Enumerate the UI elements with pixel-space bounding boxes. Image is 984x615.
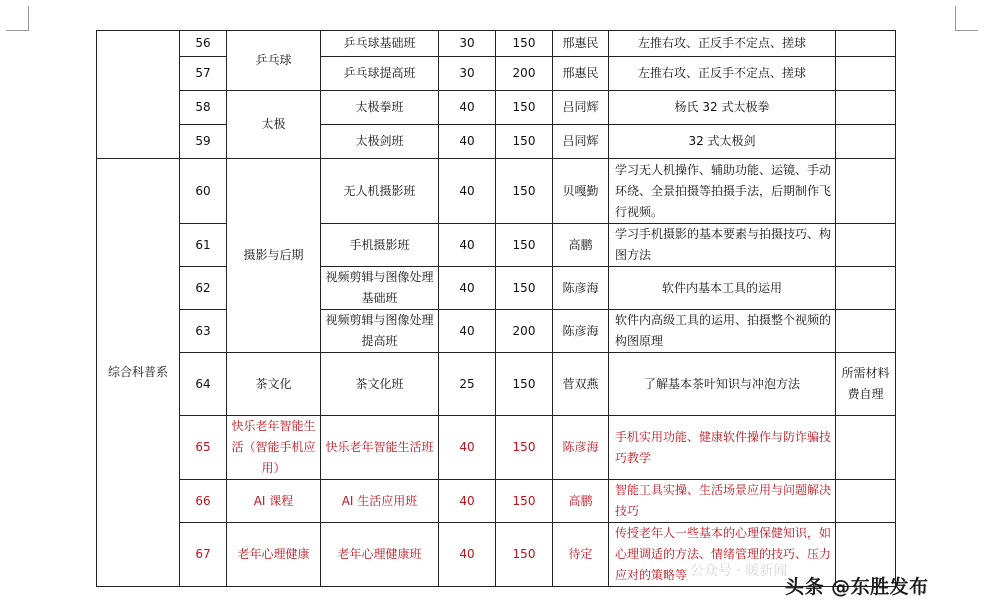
teacher: 陈彦海: [553, 310, 609, 353]
note: [836, 159, 896, 224]
class-content: 学习手机摄影的基本要素与拍摄技巧、构图方法: [609, 224, 836, 267]
note: [836, 416, 896, 480]
teacher: 吕同辉: [553, 91, 609, 125]
source-watermark: 头条 @东胜发布: [785, 576, 929, 598]
note: [836, 31, 896, 57]
class-name: 乒乓球提高班: [321, 57, 439, 91]
row-number: 61: [180, 224, 227, 267]
class-fee: 200: [496, 57, 553, 91]
class-content: 手机实用功能、健康软件操作与防诈骗技巧教学: [609, 416, 836, 480]
class-hours: 40: [439, 91, 496, 125]
teacher: 高鹏: [553, 224, 609, 267]
note: [836, 267, 896, 310]
teacher: 菅双燕: [553, 353, 609, 416]
teacher: 陈彦海: [553, 416, 609, 480]
row-number: 60: [180, 159, 227, 224]
class-content: 32 式太极剑: [609, 125, 836, 159]
table-row: [97, 125, 896, 159]
row-number: 66: [180, 480, 227, 523]
teacher: 贝嘎勤: [553, 159, 609, 224]
class-hours: 40: [439, 267, 496, 310]
class-name: 乒乓球基础班: [321, 31, 439, 57]
class-name: 太极剑班: [321, 125, 439, 159]
class-name: 茶文化班: [321, 353, 439, 416]
crop-mark-top-right: [955, 6, 978, 31]
course-name: 老年心理健康: [227, 523, 321, 587]
table-row: [97, 159, 896, 224]
class-name: 太极拳班: [321, 91, 439, 125]
note: [836, 310, 896, 353]
row-number: 56: [180, 31, 227, 57]
class-name: 快乐老年智能生活班: [321, 416, 439, 480]
teacher: 高鹏: [553, 480, 609, 523]
class-content: 杨氏 32 式太极拳: [609, 91, 836, 125]
class-content: 左推右攻、正反手不定点、搓球: [609, 31, 836, 57]
row-number: 62: [180, 267, 227, 310]
course-name: 太极: [227, 91, 321, 159]
class-hours: 25: [439, 353, 496, 416]
class-fee: 150: [496, 125, 553, 159]
class-content: 智能工具实操、生活场景应用与问题解决技巧: [609, 480, 836, 523]
class-name: AI 生活应用班: [321, 480, 439, 523]
class-hours: 40: [439, 125, 496, 159]
category-name: 综合科普系: [97, 159, 180, 587]
class-fee: 150: [496, 224, 553, 267]
table-row: [97, 310, 896, 353]
row-number: 58: [180, 91, 227, 125]
class-hours: 30: [439, 57, 496, 91]
class-content: 学习无人机操作、辅助功能、运镜、手动环绕、全景拍摄等拍摄手法，后期制作飞行视频。: [609, 159, 836, 224]
class-content: 左推右攻、正反手不定点、搓球: [609, 57, 836, 91]
class-name: 视频剪辑与图像处理提高班: [321, 310, 439, 353]
class-hours: 30: [439, 31, 496, 57]
course-name: 快乐老年智能生活（智能手机应用）: [227, 416, 321, 480]
row-number: 64: [180, 353, 227, 416]
class-name: 老年心理健康班: [321, 523, 439, 587]
row-number: 65: [180, 416, 227, 480]
course-name: 乒乓球: [227, 31, 321, 91]
note: [836, 125, 896, 159]
note: [836, 91, 896, 125]
note: [836, 480, 896, 523]
class-content: 软件内基本工具的运用: [609, 267, 836, 310]
class-hours: 40: [439, 224, 496, 267]
class-hours: 40: [439, 310, 496, 353]
class-fee: 150: [496, 416, 553, 480]
class-fee: 150: [496, 159, 553, 224]
note: [836, 224, 896, 267]
class-hours: 40: [439, 480, 496, 523]
class-fee: 150: [496, 267, 553, 310]
crop-mark-top-left: [6, 6, 29, 31]
class-hours: 40: [439, 416, 496, 480]
class-fee: 150: [496, 31, 553, 57]
class-fee: 150: [496, 353, 553, 416]
class-content: 软件内高级工具的运用、拍摄整个视频的构图原理: [609, 310, 836, 353]
row-number: 59: [180, 125, 227, 159]
class-name: 手机摄影班: [321, 224, 439, 267]
note: 所需材料费自理: [836, 353, 896, 416]
class-fee: 150: [496, 480, 553, 523]
table-row: [97, 416, 896, 480]
table-row: [97, 480, 896, 523]
class-content: 了解基本茶叶知识与冲泡方法: [609, 353, 836, 416]
teacher: 吕同辉: [553, 125, 609, 159]
course-name: 茶文化: [227, 353, 321, 416]
row-number: 67: [180, 523, 227, 587]
row-number: 63: [180, 310, 227, 353]
class-fee: 150: [496, 91, 553, 125]
table-row: [97, 31, 896, 57]
category-cell-empty: [97, 31, 180, 159]
course-table: [96, 30, 896, 587]
teacher: 待定: [553, 523, 609, 587]
course-name: AI 课程: [227, 480, 321, 523]
class-name: 无人机摄影班: [321, 159, 439, 224]
teacher: 邢惠民: [553, 31, 609, 57]
teacher: 陈彦海: [553, 267, 609, 310]
faint-watermark: 公众号 · 暖新闻: [690, 563, 788, 579]
class-fee: 150: [496, 523, 553, 587]
table-row: [97, 224, 896, 267]
table-row: [97, 267, 896, 310]
table-row: [97, 57, 896, 91]
class-name: 视频剪辑与图像处理基础班: [321, 267, 439, 310]
class-hours: 40: [439, 523, 496, 587]
teacher: 邢惠民: [553, 57, 609, 91]
class-fee: 200: [496, 310, 553, 353]
table-row: [97, 353, 896, 416]
course-name: 摄影与后期: [227, 159, 321, 353]
note: [836, 57, 896, 91]
class-hours: 40: [439, 159, 496, 224]
row-number: 57: [180, 57, 227, 91]
class-content: 传授老年人一些基本的心理保健知识，如心理调适的方法、情绪管理的技巧、压力应对的策略等: [609, 523, 836, 587]
table-row: [97, 91, 896, 125]
